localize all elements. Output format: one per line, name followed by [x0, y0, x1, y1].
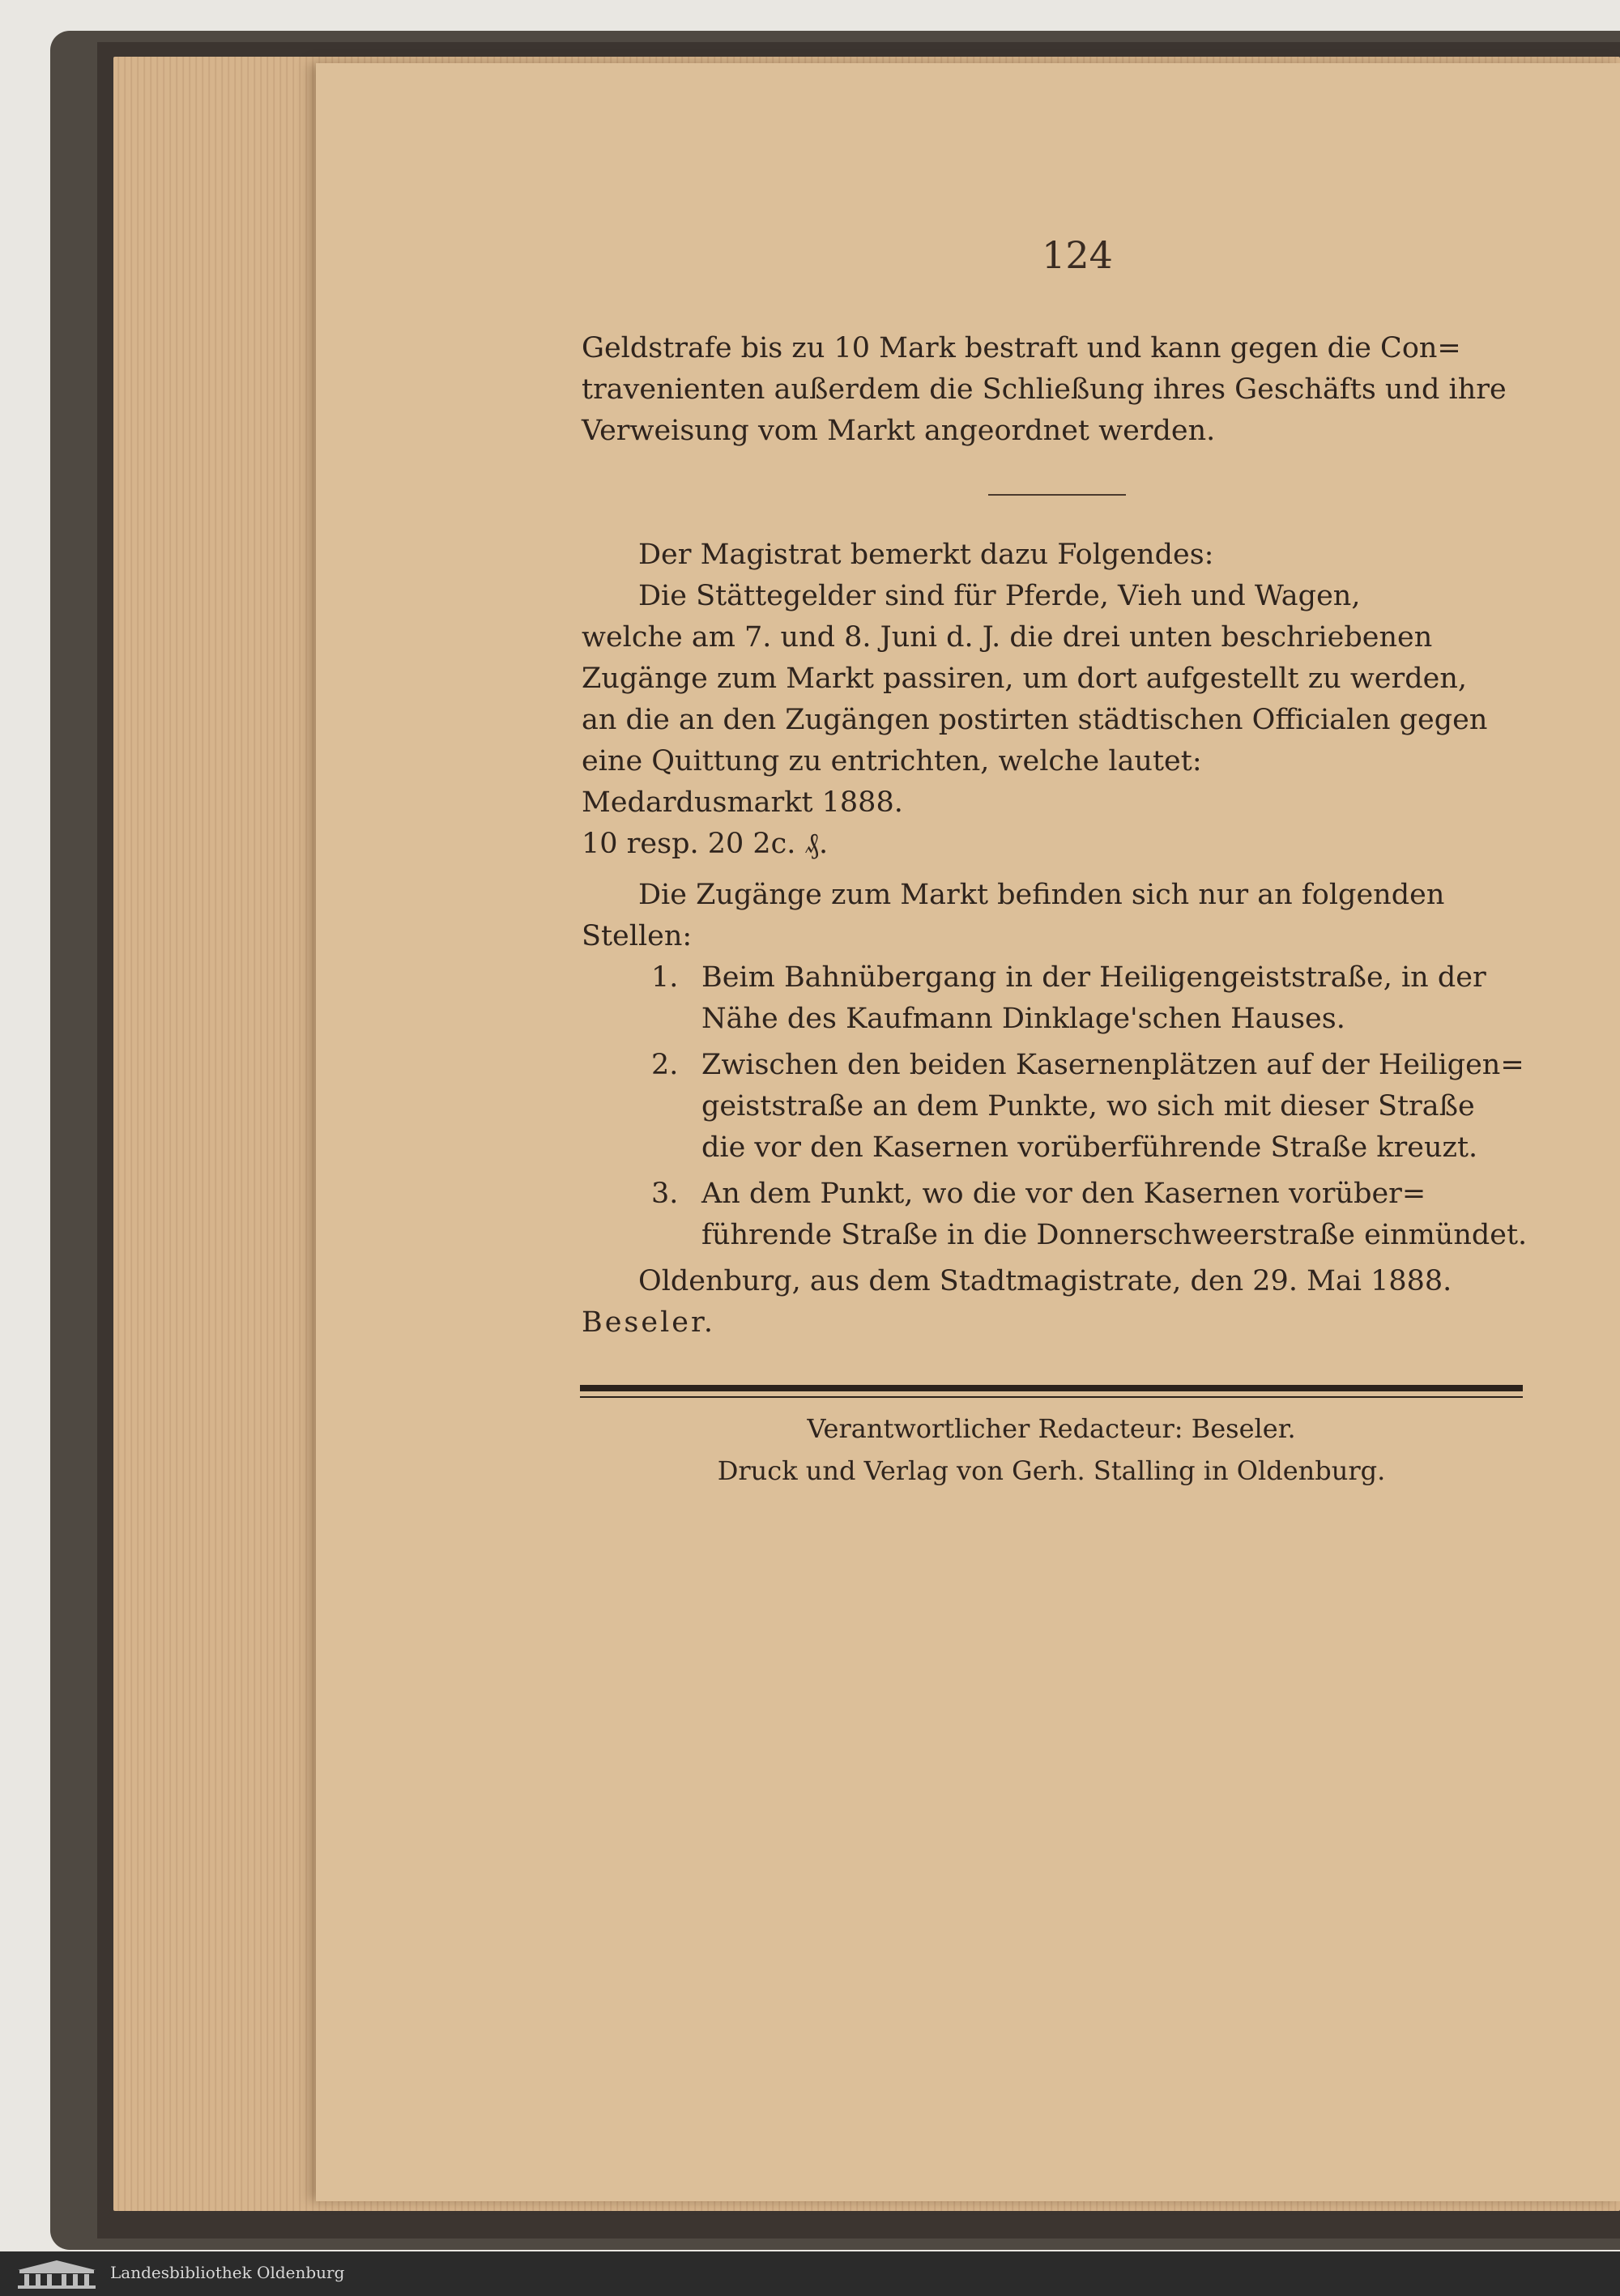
dateline: Oldenburg, aus dem Stadtmagistrate, den 29. Mai 1888.	[638, 1265, 1452, 1297]
text-line: an die an den Zugängen postirten städtischen Officialen gegen	[582, 704, 1488, 736]
text-line: eine Quittung zu entrichten, welche lautet:	[582, 745, 1202, 777]
text-line: geiststraße an dem Punkte, wo sich mit dieser Straße	[701, 1090, 1475, 1122]
list-number: 2.	[651, 1049, 679, 1081]
library-name: Landesbibliothek Oldenburg	[110, 2263, 345, 2282]
text-line: die vor den Kasernen vorüberführende Straße kreuzt.	[701, 1131, 1478, 1164]
imprint-editor: Verantwortlicher Redacteur: Beseler.	[807, 1413, 1296, 1444]
text-line: Beim Bahnübergang in der Heiligengeiststraße, in der	[701, 961, 1486, 994]
text-line: Stellen:	[582, 920, 693, 952]
paragraph-penalty	[582, 328, 1528, 452]
text-line: Nähe des Kaufmann Dinklage'schen Hauses.	[701, 1003, 1345, 1035]
section-divider	[988, 494, 1126, 496]
text-line: führende Straße in die Donnerschweerstraße einmündet.	[701, 1219, 1528, 1251]
receipt-line: Medardusmarkt 1888.	[582, 786, 903, 819]
list-number: 3.	[651, 1178, 679, 1210]
list-item	[582, 957, 1528, 1040]
text-line: Die Zugänge zum Markt befinden sich nur an folgenden	[638, 879, 1445, 911]
text-line: Die Stättegelder sind für Pferde, Vieh und Wagen,	[638, 580, 1361, 612]
access-points-section	[582, 875, 1528, 1344]
notice-intro: Der Magistrat bemerkt dazu Folgendes:	[638, 539, 1214, 571]
imprint-rule-thick	[580, 1385, 1523, 1391]
imprint-rule-thin	[580, 1396, 1523, 1398]
list-item	[582, 1045, 1528, 1169]
text-line: travenienten außerdem die Schließung ihres Geschäfts und ihre	[582, 373, 1507, 406]
library-footer-bar	[0, 2251, 1620, 2296]
list-number: 1.	[651, 961, 679, 994]
text-line: Zugänge zum Markt passiren, um dort aufgestellt zu werden,	[582, 662, 1468, 695]
text-line: Zwischen den beiden Kasernenplätzen auf der Heiligen=	[701, 1049, 1524, 1081]
text-line: welche am 7. und 8. Juni d. J. die drei unten beschriebenen	[582, 621, 1433, 654]
imprint-printer: Druck und Verlag von Gerh. Stalling in Oldenburg.	[717, 1455, 1386, 1486]
page-number: 124	[1042, 233, 1113, 277]
signature: Beseler.	[582, 1306, 716, 1339]
text-line: An dem Punkt, wo die vor den Kasernen vorüber=	[701, 1178, 1426, 1210]
receipt-line: 10 resp. 20 2c. ₰.	[582, 828, 829, 860]
magistrate-notice	[582, 535, 1528, 865]
list-item	[582, 1174, 1528, 1256]
library-building-icon	[15, 2259, 99, 2290]
text-line: Geldstrafe bis zu 10 Mark bestraft und kann gegen die Con=	[582, 332, 1461, 364]
text-line: Verweisung vom Markt angeordnet werden.	[582, 415, 1216, 447]
